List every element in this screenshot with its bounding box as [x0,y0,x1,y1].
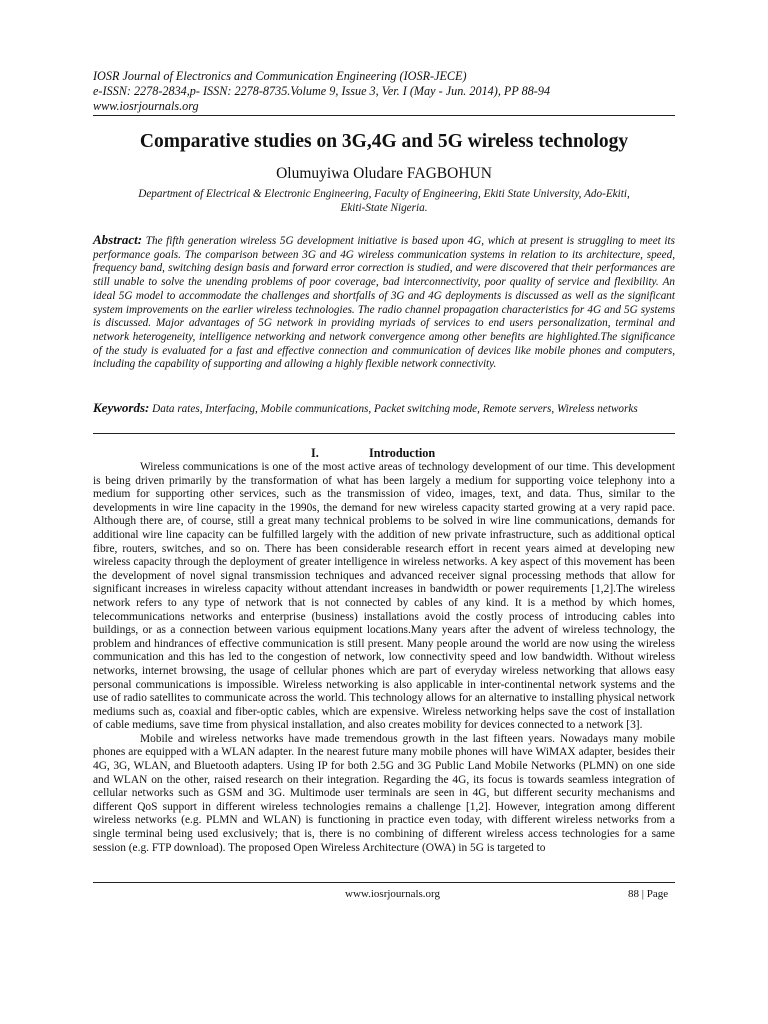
keywords [93,401,675,417]
journal-header [93,69,693,114]
abstract [93,233,675,372]
body-paragraph: Mobile and wireless networks have made tremendous growth in the last fifteen years. Nowadays many mobile phones are equipped with a WLAN adapter. In the nearest future many mobile phones will have WiMAX adapter, besides their 4G, 3G, WLAN, and Bluetooth adapters. Using IP for both 2.5G and 3G Public Land Mobile Networks (PLMN) on one side and WLAN on the other, raised research on their integration. Regarding the 4G, its focus is towards seamless integration of cellular networks such as GSM and 3G. Multimode user terminals are seen in 4G, but different security mechanisms and different QoS support in different wireless technologies remains a challenge [1,2]. However, integration among different wireless networks (e.g. PLMN and WLAN) is functioning in practice even today, with different wireless networks from a single terminal being used exclusively; that is, there is no combining of different wireless access technologies for a same session (e.g. FTP download). The proposed Open Wireless Architecture (OWA) in 5G is targeted to [93,732,675,854]
footer-divider [93,882,675,883]
keywords-text: Data rates, Interfacing, Mobile communications, Packet switching mode, Remote servers, Wireless networks [149,403,638,415]
paper-title: Comparative studies on 3G,4G and 5G wireless technology [139,131,629,152]
journal-url: www.iosrjournals.org [93,99,199,113]
journal-name: IOSR Journal of Electronics and Communication Engineering (IOSR-JECE) [93,69,467,83]
page-number: 88 | Page [628,888,669,900]
author-name: Olumuyiwa Oludare FAGBOHUN [276,165,492,182]
section-body [93,461,675,855]
header-divider [93,115,675,116]
abstract-divider [93,433,675,434]
body-paragraph: Wireless communications is one of the most active areas of technology development of our time. This development is being driven primarily by the transformation of what has been largely a medium for supporting voice telephony into a medium for supporting other services, such as the transmission of video, images, text, and data. Thus, similar to the developments in wire line capacity in the 1990s, the demand for new wireless capacity started growing at a very rapid pace. Although there are, of course, still a great many technical problems to be solved in wire line communications, demands for additional wire line capacity can be fulfilled largely with the addition of new private infrastructure, such as additional optical fibre, routers, switches, and so on. There has been considerable research effort in recent years aimed at developing new wireless capacity through the deployment of greater intelligence in wireless networks. A key aspect of this movement has been the development of novel signal transmission techniques and advanced receiver signal processing methods that allow for significant increases in wireless capacity without attendant increases in bandwidth or power requirements [1,2].The wireless network refers to any type of network that is not connected by cables of any kind. It is a method by which homes, telecommunications networks and enterprise (business) installations avoid the costly process of introducing cables into buildings, or as a connection between various equipment locations.Many years after the advent of wireless technology, the problem and hindrances of effective communication is still present. Many people around the world are now using the wireless communication and this has led to the congestion of network, low connectivity speed and low bandwidth. Without wireless networks, internet browsing, the usage of cellular phones which are part of everyday wireless networking that allows easy personal communications is impossible. Wireless networking is also applicable in inter-continental network systems and the use of radio satellites to communicate across the world. This technology allows for an alternative to installing physical network mediums such as, coaxial and fiber-optic cables, which are expensive. Wireless networking helps save the cost of installation of cable mediums, save time from physical installation, and also creates mobility for devices connected to a network [3]. [93,461,675,732]
journal-issn: e-ISSN: 2278-2834,p- ISSN: 2278-8735.Volume 9, Issue 3, Ver. I (May - Jun. 2014), PP 88-94 [93,84,551,98]
abstract-label: Abstract: [93,232,143,247]
section-number: I. [311,446,319,460]
abstract-text: The fifth generation wireless 5G development initiative is based upon 4G, which at present is struggling to meet its performance goals. The comparison between 3G and 4G wireless communication systems in relation to its architecture, speed, frequency band, switching design basis and forward error correction is studied, and were discovered that their performances are still unable to solve the unending problems of poor coverage, bad interconnectivity, poor quality of service and flexibility. An ideal 5G model to accommodate the challenges and shortfalls of 3G and 4G deployments is discussed as well as the significant system improvements on the earlier wireless technologies. The radio channel propagation characteristics for 4G and 5G systems is discussed. Major advantages of 5G network in providing myriads of services to end users personalization, terminal and network heterogeneity, intelligence networking and network convergence among other benefits are highlighted.The significance of the study is evaluated for a fast and effective connection and communication of devices like mobile phones and computers, including the capability of supporting and allowing a highly flexible network connectivity. [93,235,675,371]
keywords-label: Keywords: [93,400,150,415]
section-title: Introduction [369,446,436,460]
affiliation-line: Ekiti-State Nigeria. [340,202,428,214]
affiliation-line: Department of Electrical & Electronic Engineering, Faculty of Engineering, Ekiti State University, Ado-Ekiti, [138,188,630,200]
footer-url: www.iosrjournals.org [345,888,441,900]
author-affiliation [110,187,658,215]
